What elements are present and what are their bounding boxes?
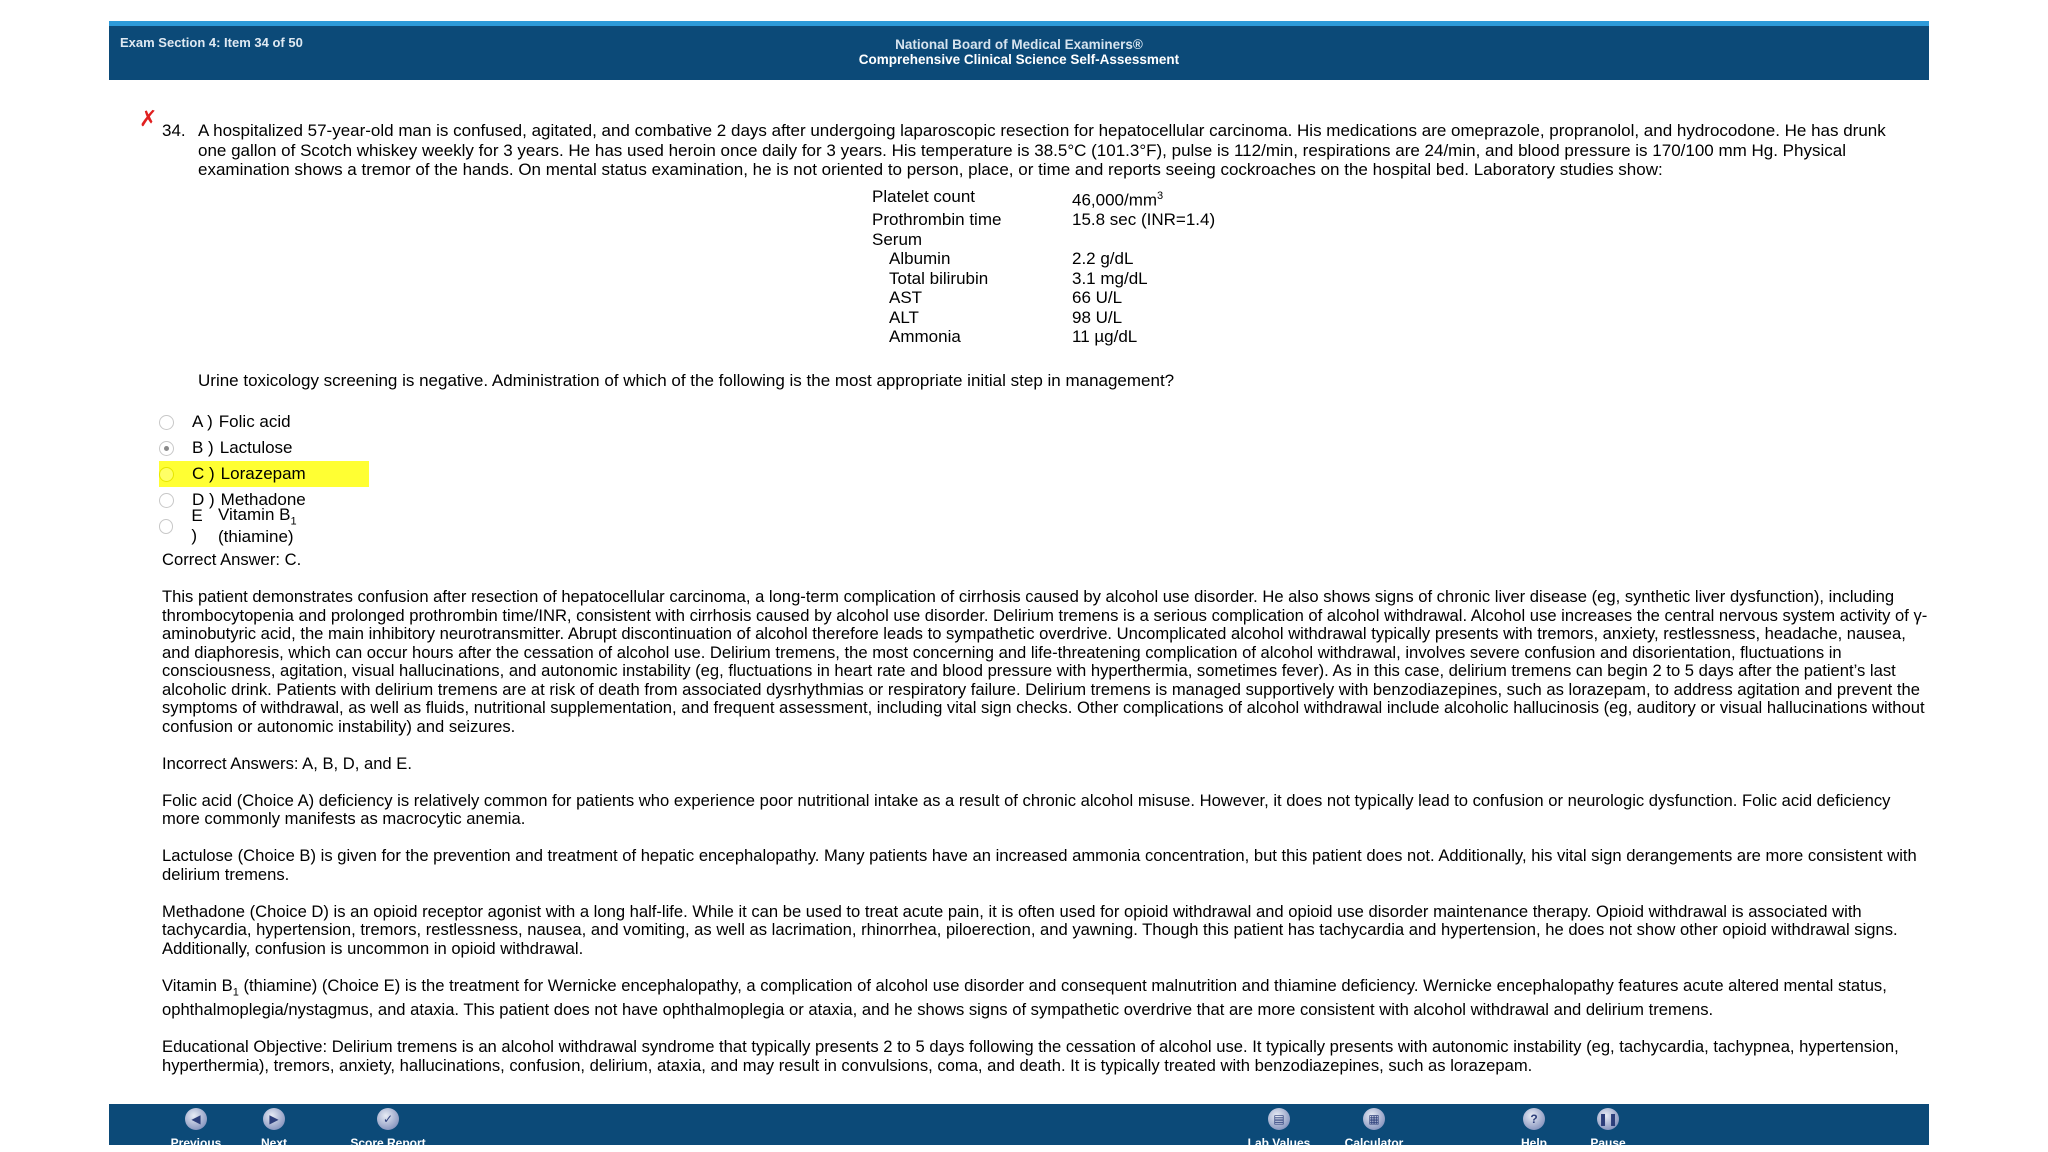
choice-text: Lactulose <box>219 438 293 457</box>
choice-a[interactable] <box>159 409 369 435</box>
lab-table <box>872 187 1215 347</box>
lab-label: AST <box>889 288 923 308</box>
exam-title: Comprehensive Clinical Science Self-Assessment <box>858 52 1180 67</box>
lab-label: Total bilirubin <box>889 268 989 288</box>
checkmark-icon: ✓ <box>377 1108 399 1130</box>
calculator-label: Calculator <box>1344 1136 1404 1150</box>
lab-value: 98 U/L <box>1072 307 1123 327</box>
pause-icon: ❚❚ <box>1597 1108 1619 1130</box>
choice-text: Folic acid <box>218 412 291 431</box>
help-icon: ? <box>1523 1108 1545 1130</box>
lab-label: ALT <box>889 307 919 327</box>
question-stem: A hospitalized 57-year-old man is confused, agitated, and combative 2 days after undergoing laparoscopic resection for hepatocellular carcinoma. His medications are omeprazole, propranolol, and hydrocodone. He has drunk one gallon of Scotch whiskey weekly for 3 years. He has used heroin once daily for 3 years. His temperature is 38.5°C (101.3°F), pulse is 112/min, respirations are 24/min, and blood pressure is 170/100 mm Hg. Physical examination shows a tremor of the hands. On mental status examination, he is not oriented to person, place, or time and reports seeing cockroaches on the hospital bed. Laboratory studies show: <box>198 121 1886 179</box>
lab-row <box>872 288 1215 308</box>
choice-letter: E ) <box>191 506 203 545</box>
explanation-choice-e: Vitamin $B_1$ (thiamine) (Choice E) is the treatment for Wernicke encephalopathy, a complication of alcohol use disorder and consequent malnutrition and thiamine deficiency. Wernicke encephalopathy features acute altered mental status, ophthalmoplegia/nystagmus, and ataxia. This patient does not have ophthalmoplegia or ataxia, and he shows signs of sympathetic overdrive that are more consistent with alcohol withdrawal and delirium tremens. <box>162 975 1887 1020</box>
educational-objective: Educational Objective: Delirium tremens is an alcohol withdrawal syndrome that typically presents 2 to 5 days following the cessation of alcohol use. It typically presents with autonomic instability (eg, tachycardia, tachypnea, hypertension, hyperthermia), tremors, anxiety, hallucinations, confusion, delirium, ataxia, and may result in convulsions, coma, and death. It is typically treated with benzodiazepines, such as lorazepam. <box>162 1037 1899 1075</box>
score-report-label: Score Report <box>350 1136 426 1150</box>
item-status: Exam Section 4: Item 34 of 50 <box>120 35 303 50</box>
calculator-icon: ▦ <box>1363 1108 1385 1130</box>
lab-row <box>872 230 1215 250</box>
lab-row <box>872 308 1215 328</box>
radio-button[interactable] <box>159 467 174 482</box>
choice-e[interactable] <box>159 504 369 547</box>
correct-answer: Correct Answer: C. <box>162 550 302 569</box>
incorrect-answers: Incorrect Answers: A, B, D, and E. <box>162 753 412 773</box>
lab-label: Ammonia <box>889 327 961 347</box>
choice-text: Vitamin $B_1$ (thiamine) <box>218 504 297 547</box>
choice-letter: A ) <box>192 412 213 431</box>
pause-button[interactable] <box>1568 1108 1648 1150</box>
question-number: 34. <box>162 121 186 140</box>
lab-values-button[interactable] <box>1229 1108 1329 1150</box>
lab-values-icon: ▤ <box>1268 1108 1290 1130</box>
previous-button[interactable] <box>156 1108 236 1150</box>
lab-row <box>872 249 1215 269</box>
lab-label: Platelet count <box>872 187 976 206</box>
answer-choices <box>159 409 369 547</box>
exam-window <box>109 21 1929 1150</box>
lab-row <box>872 210 1215 230</box>
lab-section-label: Serum <box>872 229 923 249</box>
help-label: Help <box>1520 1136 1547 1150</box>
exam-footer-toolbar <box>109 1104 1929 1150</box>
lab-row <box>872 327 1215 347</box>
help-button[interactable] <box>1494 1108 1574 1150</box>
answer-explanation <box>162 551 1932 1094</box>
previous-arrow-icon: ◀ <box>185 1108 207 1130</box>
choice-c[interactable] <box>159 461 369 487</box>
lab-value: 3.1 mg/dL <box>1072 268 1148 288</box>
choice-b[interactable] <box>159 435 369 461</box>
explanation-choice-a: Folic acid (Choice A) deficiency is relatively common for patients who experience poor nutritional intake as a result of chronic alcohol misuse. However, it does not typically lead to confusion or neurologic dysfunction. Folic acid deficiency more commonly manifests as macrocytic anemia. <box>162 790 1891 828</box>
choice-letter: C ) <box>192 464 215 483</box>
lab-value: 15.8 sec (INR=1.4) <box>1072 210 1216 230</box>
question-prompt: Urine toxicology screening is negative. Administration of which of the following is the most appropriate initial step in management? <box>198 371 1175 390</box>
choice-text: Methadone <box>220 490 306 509</box>
radio-button[interactable] <box>159 415 174 430</box>
calculator-button[interactable] <box>1324 1108 1424 1150</box>
incorrect-mark-icon: ✗ <box>139 106 158 131</box>
lab-value: 66 U/L <box>1072 288 1123 308</box>
exam-organization: National Board of Medical Examiners® <box>895 37 1143 52</box>
explanation-paragraph: This patient demonstrates confusion after resection of hepatocellular carcinoma, a long-term complication of cirrhosis caused by alcohol use disorder. He also shows signs of chronic liver disease (eg, synthetic liver dysfunction), including thrombocytopenia and prolonged prothrombin time/INR, consistent with cirrhosis caused by alcohol use disorder. Delirium tremens is a serious complication of alcohol withdrawal. Alcohol use increases the central nervous system activity of γ-aminobutyric acid, the main inhibitory neurotransmitter. Abrupt discontinuation of alcohol therefore leads to sympathetic overdrive. Uncomplicated alcohol withdrawal typically presents with tremors, anxiety, restlessness, headache, nausea, and diaphoresis, which can occur hours after the cessation of alcohol use. Delirium tremens, the most concerning and life-threatening complication of alcohol withdrawal, involves severe confusion and disorientation, fluctuations in consciousness, agitation, visual hallucinations, and autonomic instability (eg, fluctuations in heart rate and blood pressure with hyperthermia, sometimes fever). As in this case, delirium tremens can begin 2 to 5 days after the patient’s last alcoholic drink. Patients with delirium tremens are at risk of death from associated dysrhythmias or respiratory failure. Delirium tremens is managed supportively with benzodiazepines, such as lorazepam, to address agitation and prevent the symptoms of withdrawal, as well as fluids, nutritional supplementation, and frequent assessment, including vital sign checks. Other complications of alcohol withdrawal include alcoholic hallucinosis (eg, auditory or visual hallucinations without confusion or autonomic instability) and seizures. <box>162 587 1928 736</box>
next-button[interactable] <box>234 1108 314 1150</box>
next-label: Next <box>260 1136 287 1150</box>
pause-label: Pause <box>1590 1136 1626 1150</box>
explanation-choice-b: Lactulose (Choice B) is given for the prevention and treatment of hepatic encephalopathy. Many patients have an increased ammonia concentration, but this patient does not. Additionally, his vital sign derangements are more consistent with delirium tremens. <box>162 846 1917 884</box>
lab-label: Prothrombin time <box>872 210 1002 230</box>
exam-title-block <box>109 37 1929 67</box>
previous-label: Previous <box>170 1136 222 1150</box>
lab-value: 2.2 g/dL <box>1072 249 1134 269</box>
lab-row <box>872 269 1215 289</box>
radio-button[interactable] <box>159 441 174 456</box>
score-report-button[interactable] <box>333 1108 443 1150</box>
choice-letter: B ) <box>192 438 214 457</box>
explanation-choice-d: Methadone (Choice D) is an opioid receptor agonist with a long half-life. While it can be used to treat acute pain, it is often used for opioid withdrawal and opioid use disorder maintenance therapy. Opioid withdrawal is associated with tachycardia, hypertension, tremors, restlessness, nausea, and vomiting, as well as lacrimation, rhinorrhea, piloerection, and yawning. Though this patient has tachycardia and hypertension, he does not show other opioid withdrawal signs. Additionally, confusion is uncommon in opioid withdrawal. <box>162 901 1898 958</box>
radio-button[interactable] <box>159 519 173 534</box>
next-arrow-icon: ▶ <box>263 1108 285 1130</box>
lab-value: $46,000/mm^3$ <box>1072 190 1164 210</box>
radio-button[interactable] <box>159 493 174 508</box>
choice-letter: D ) <box>192 490 215 509</box>
lab-label: Albumin <box>889 249 951 269</box>
lab-value: 11 µg/dL <box>1072 327 1138 347</box>
exam-header <box>109 21 1929 80</box>
lab-row <box>872 187 1215 210</box>
lab-values-label: Lab Values <box>1247 1136 1311 1150</box>
choice-text: Lorazepam <box>220 464 306 483</box>
